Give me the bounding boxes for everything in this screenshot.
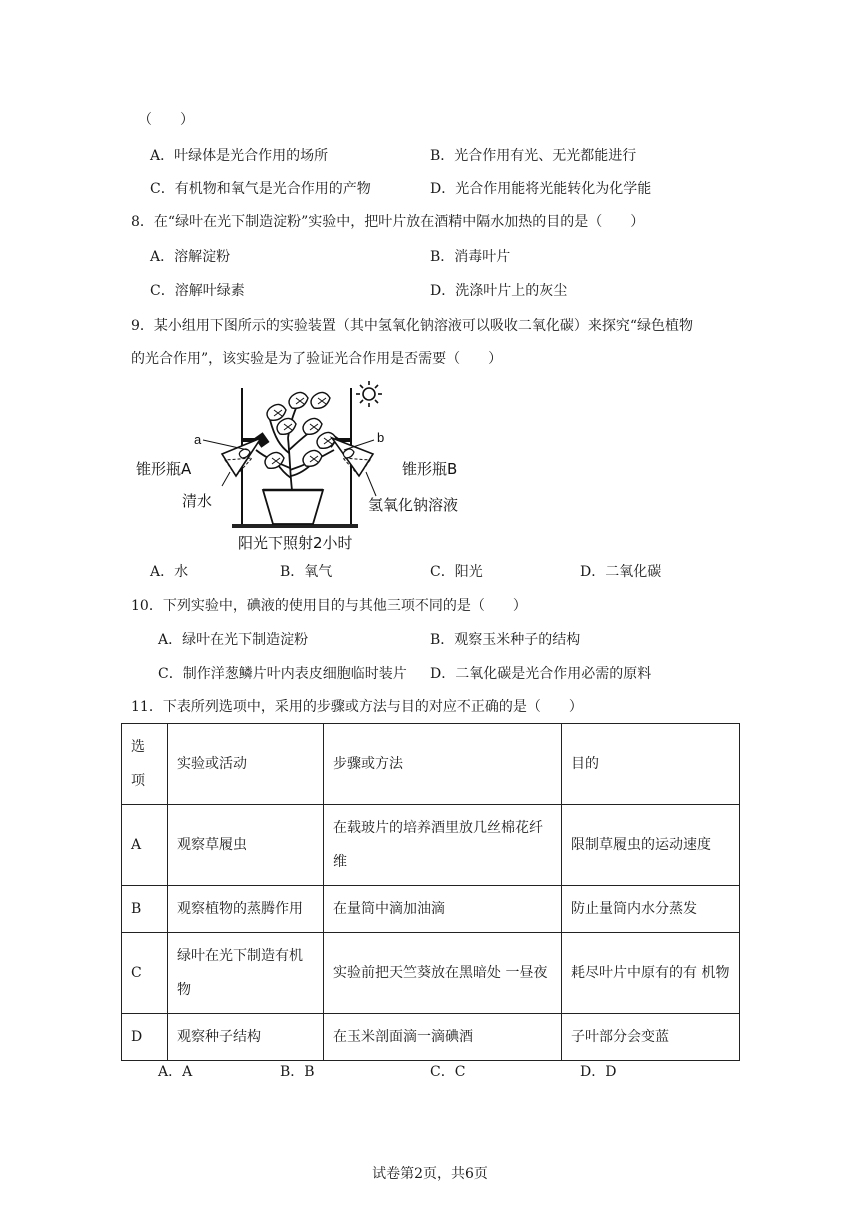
q8-stem: 8．在“绿叶在光下制造淀粉”实验中，把叶片放在酒精中隔水加热的目的是（ ） <box>131 214 645 230</box>
label-flask-b: 锥形瓶B <box>402 460 458 478</box>
table-cell: 在玉米剖面滴一滴碘酒 <box>324 1014 562 1061</box>
figure-caption: 阳光下照射2小时 <box>238 534 353 552</box>
table-cell: C <box>122 933 168 1014</box>
q11-option-c: C．C <box>430 1064 466 1080</box>
header-cell: 目的 <box>562 724 740 805</box>
table-cell: 在载玻片的培养酒里放几丝棉花纤维 <box>324 805 562 886</box>
q9-stem-line1: 9．某小组用下图所示的实验装置（其中氢氧化钠溶液可以吸收二氧化碳）来探究“绿色植物 <box>131 318 694 334</box>
page-footer: 试卷第2页，共6页 <box>372 1166 488 1182</box>
label-flask-a: 锥形瓶A <box>136 460 192 478</box>
header-cell: 选项 <box>122 724 168 805</box>
q9-stem-line2: 的光合作用”，该实验是为了验证光合作用是否需要（ ） <box>131 351 503 367</box>
q9-experiment-diagram <box>130 378 470 556</box>
flower-pot <box>263 490 323 524</box>
table-row <box>122 933 740 1014</box>
table-row <box>122 805 740 886</box>
q9-option-c: C．阳光 <box>430 564 483 580</box>
table-cell: 绿叶在光下制造有机物 <box>168 933 324 1014</box>
table-cell: 限制草履虫的运动速度 <box>562 805 740 886</box>
header-cell: 实验或活动 <box>168 724 324 805</box>
table-cell: 观察种子结构 <box>168 1014 324 1061</box>
q7-paren: （ ） <box>138 112 194 128</box>
table-cell: 耗尽叶片中原有的有 机物 <box>562 933 740 1014</box>
table-cell: 实验前把天竺葵放在黑暗处 一昼夜 <box>324 933 562 1014</box>
q10-option-b: B．观察玉米种子的结构 <box>430 632 581 648</box>
table-cell: 子叶部分会变蓝 <box>562 1014 740 1061</box>
q10-option-c: C．制作洋葱鳞片叶内表皮细胞临时装片 <box>158 666 407 682</box>
q8-option-a: A．溶解淀粉 <box>150 249 231 265</box>
table-row <box>122 1014 740 1061</box>
table-header-row <box>122 724 740 805</box>
q7-option-a: A．叶绿体是光合作用的场所 <box>150 148 329 164</box>
q10-option-a: A．绿叶在光下制造淀粉 <box>158 632 309 648</box>
table-cell: 观察植物的蒸腾作用 <box>168 886 324 933</box>
label-naoh: 氢氧化钠溶液 <box>368 496 459 514</box>
q10-stem: 10．下列实验中，碘液的使用目的与其他三项不同的是（ ） <box>131 598 527 614</box>
q8-option-c: C．溶解叶绿素 <box>150 283 245 299</box>
q9-option-d: D．二氧化碳 <box>580 564 662 580</box>
q11-stem: 11．下表所列选项中，采用的步骤或方法与目的对应不正确的是（ ） <box>131 699 583 715</box>
table-cell: 在量筒中滴加油滴 <box>324 886 562 933</box>
q11-option-b: B．B <box>280 1064 315 1080</box>
sun-icon <box>356 381 382 407</box>
header-cell: 步骤或方法 <box>324 724 562 805</box>
table-cell: D <box>122 1014 168 1061</box>
table-cell: 观察草履虫 <box>168 805 324 886</box>
q8-option-b: B．消毒叶片 <box>430 249 511 265</box>
q7-option-c: C．有机物和氧气是光合作用的产物 <box>150 181 371 197</box>
table-cell: A <box>122 805 168 886</box>
q7-option-b: B．光合作用有光、无光都能进行 <box>430 148 637 164</box>
q11-option-d: D．D <box>580 1064 617 1080</box>
label-a: a <box>194 432 202 447</box>
q9-option-b: B．氧气 <box>280 564 333 580</box>
label-water: 清水 <box>182 492 213 510</box>
q11-option-a: A．A <box>158 1064 193 1080</box>
q7-option-d: D．光合作用能将光能转化为化学能 <box>430 181 652 197</box>
q10-option-d: D．二氧化碳是光合作用必需的原料 <box>430 666 652 682</box>
table-cell: 防止量筒内水分蒸发 <box>562 886 740 933</box>
q11-table <box>121 723 740 1061</box>
table-cell: B <box>122 886 168 933</box>
q9-option-a: A．水 <box>150 564 189 580</box>
flask-b <box>332 438 373 476</box>
q8-option-d: D．洗涤叶片上的灰尘 <box>430 283 568 299</box>
table-row <box>122 886 740 933</box>
label-b: b <box>377 430 385 445</box>
